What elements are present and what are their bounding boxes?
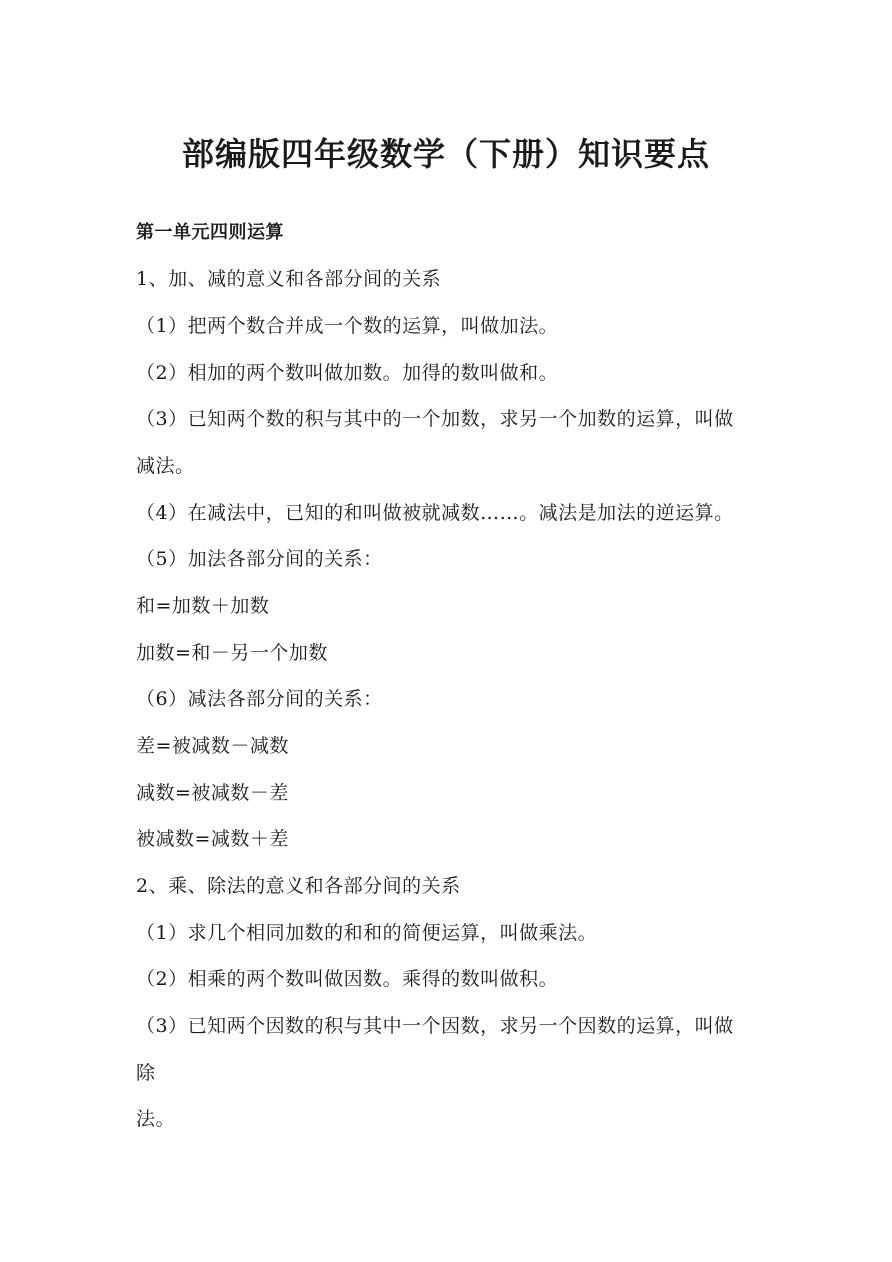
formula-line: 加数=和－另一个加数 — [136, 642, 328, 664]
text-line: （1）求几个相同加数的和和的简便运算，叫做乘法。 — [136, 922, 598, 944]
text-line: 法。 — [136, 1108, 176, 1130]
text-line: 减法。 — [136, 455, 195, 477]
section-heading-add-subtract: 1、加、减的意义和各部分间的关系 — [136, 268, 442, 290]
text-line: 除 — [136, 1062, 156, 1084]
text-line: （2）相乘的两个数叫做因数。乘得的数叫做积。 — [136, 968, 559, 990]
text-line: （6）减法各部分间的关系： — [136, 688, 383, 710]
section-heading-multiply-divide: 2、乘、除法的意义和各部分间的关系 — [136, 875, 461, 897]
formula-line: 被减数=减数＋差 — [136, 828, 289, 850]
formula-line: 减数=被减数－差 — [136, 782, 289, 804]
text-line: （5）加法各部分间的关系： — [136, 548, 383, 570]
text-line: （4）在减法中，已知的和叫做被就减数……。减法是加法的逆运算。 — [136, 502, 734, 524]
document-title: 部编版四年级数学（下册）知识要点 — [181, 135, 710, 173]
text-line: （2）相加的两个数叫做加数。加得的数叫做和。 — [136, 362, 559, 384]
formula-line: 和=加数＋加数 — [136, 595, 270, 617]
text-line: （1）把两个数合并成一个数的运算，叫做加法。 — [136, 315, 559, 337]
text-line: （3）已知两个因数的积与其中一个因数，求另一个因数的运算，叫做 — [136, 1015, 734, 1037]
unit-heading: 第一单元四则运算 — [136, 222, 284, 243]
text-line: （3）已知两个数的积与其中的一个加数，求另一个加数的运算，叫做 — [136, 408, 734, 430]
formula-line: 差=被减数－减数 — [136, 735, 289, 757]
